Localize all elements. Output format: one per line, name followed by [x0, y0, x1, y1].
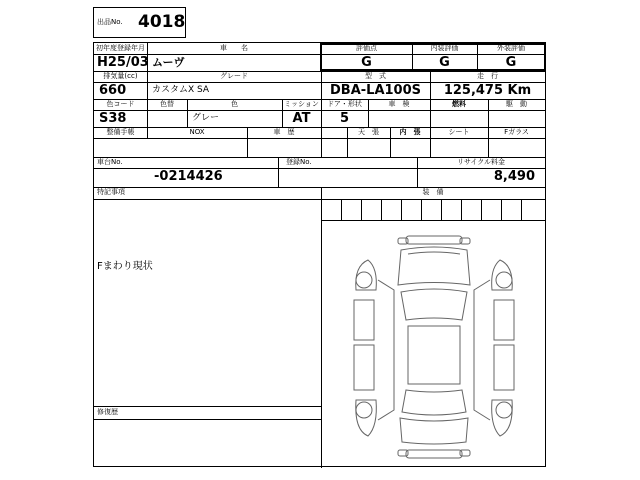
mileage-value: 125,475 Km: [443, 83, 532, 98]
lot-number-box: [93, 7, 186, 38]
exterior-score-value: G: [505, 55, 517, 70]
transmission-header: ミッション: [284, 100, 319, 108]
car-name-header: 車 名: [220, 44, 248, 52]
color-variant-header: 色替: [160, 100, 174, 108]
equipment-header: 装 備: [422, 188, 444, 196]
inspection-sheet: [93, 42, 546, 467]
color-value: グレー: [192, 113, 220, 123]
first-reg-value: H25/03: [97, 55, 149, 70]
mileage-header: 走 行: [477, 72, 498, 80]
fuel-header: 燃料: [452, 100, 466, 108]
repair-header: 修復歴: [97, 408, 118, 416]
transmission-value: AT: [292, 111, 311, 126]
interior-score-value: G: [439, 55, 450, 70]
grade-header: グレード: [220, 72, 248, 80]
recycle-fee-header: リサイクル料金: [456, 158, 506, 166]
interior-header: 内 張: [399, 128, 421, 136]
interior-score-header: 内装評価: [430, 44, 459, 52]
score-header: 評価点: [356, 44, 377, 52]
history-header: 車 歴: [273, 128, 295, 136]
grade-value: カスタムX SA: [152, 85, 210, 95]
inspection-header: 車 検: [388, 100, 410, 108]
chassis-no-header: 車台No.: [97, 158, 123, 166]
seat-header: シート: [448, 128, 470, 136]
lot-number-label: 出品No.: [97, 18, 123, 26]
door-shape-value: 5: [339, 111, 350, 126]
displacement-value: 660: [99, 83, 127, 98]
model-value: DBA-LA100S: [330, 83, 421, 98]
first-reg-header: 初年度登録年月: [96, 44, 145, 52]
remarks-text: Fまわり現状: [97, 261, 153, 272]
drive-header: 駆 動: [506, 100, 527, 108]
manual-header: 整備手帳: [106, 128, 135, 136]
reg-no-header: 登録No.: [286, 158, 312, 166]
displacement-header: 排気量(cc): [103, 72, 138, 80]
color-code-value: S38: [99, 111, 127, 126]
car-diagram: [346, 230, 522, 466]
car-name-value: ムーヴ: [152, 56, 185, 69]
sunroof-header: 天 張: [358, 128, 379, 136]
exterior-score-header: 外装評価: [497, 44, 525, 52]
fglass-header: Fガラス: [504, 128, 529, 136]
color-header: 色: [231, 100, 238, 108]
nox-header: NOX: [189, 128, 205, 136]
lot-number-value: 4018: [138, 12, 186, 32]
score-value: G: [361, 55, 372, 70]
door-shape-header: ドア・形状: [327, 100, 362, 108]
color-code-header: 色コード: [106, 100, 135, 108]
recycle-fee-value: 8,490: [493, 169, 535, 184]
model-header: 型 式: [365, 72, 386, 80]
chassis-no-value: -0214426: [154, 169, 223, 184]
remarks-header: 特記事項: [97, 188, 125, 196]
